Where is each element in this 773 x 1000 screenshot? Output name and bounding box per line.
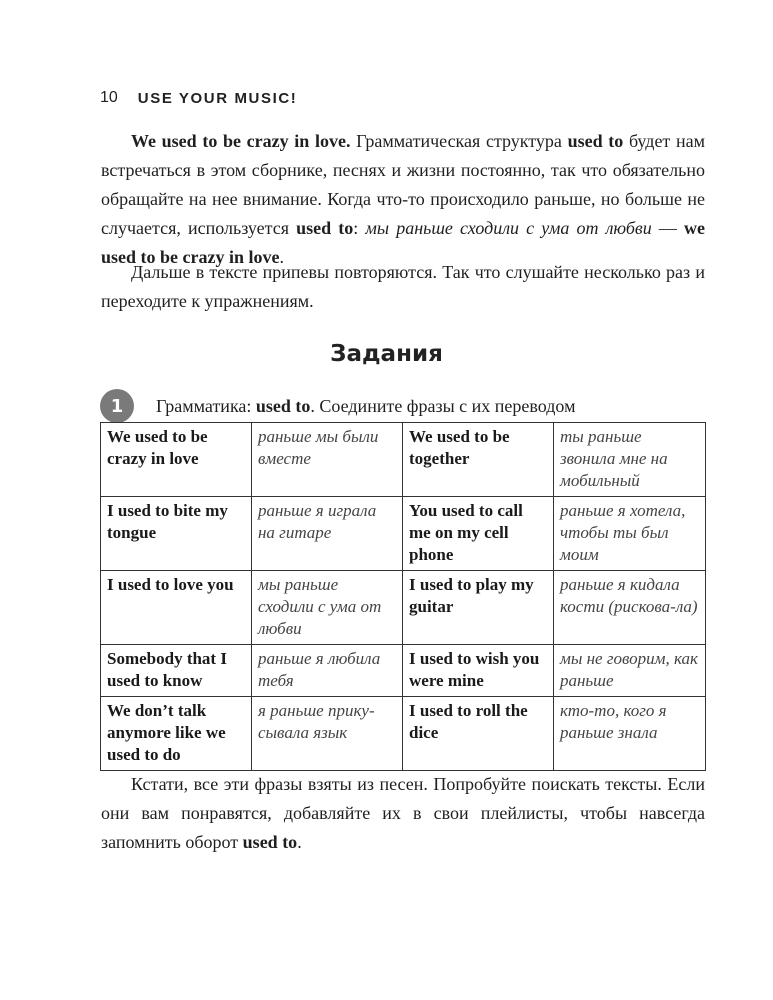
english-phrase-cell: I used to play my guitar — [403, 571, 554, 645]
russian-translation-cell: ты раньше звонила мне на мобильный — [554, 423, 706, 497]
russian-translation-cell: мы раньше сходили с ума от любви — [252, 571, 403, 645]
table-row — [101, 697, 706, 771]
page-number: 10 — [100, 89, 118, 106]
keyword: used to — [242, 832, 298, 852]
english-phrase-cell: Somebody that I used to know — [101, 645, 252, 697]
russian-translation-cell: раньше мы были вместе — [252, 423, 403, 497]
section-title: Задания — [330, 341, 443, 367]
lyric-phrase: we used to be crazy in love — [101, 218, 705, 267]
intro-paragraph: We used to be crazy in love. Грамматическая структура used to будет нам встречаться в этом сборнике, песнях и жизни постоянно, так что обязательно обращайте на нее внимание. Когда что-то происходило раньше, но больше не случается, используется used to: мы раньше сходили с ума от любви — we used to be crazy in love. — [101, 131, 705, 267]
keyword: used to — [296, 218, 354, 238]
lyric-phrase: We used to be crazy in love. — [131, 131, 351, 151]
table-row — [101, 423, 706, 497]
english-phrase-cell: We used to be crazy in love — [101, 423, 252, 497]
russian-translation-cell: раньше я кидала кости (рискова-ла) — [554, 571, 706, 645]
table-row — [101, 571, 706, 645]
english-phrase-cell: I used to love you — [101, 571, 252, 645]
translation: мы раньше сходили с ума от любви — [365, 218, 652, 238]
keyword: used to — [567, 131, 624, 151]
english-phrase-cell: You used to call me on my cell phone — [403, 497, 554, 571]
russian-translation-cell: кто-то, кого я раньше знала — [554, 697, 706, 771]
table-row — [101, 645, 706, 697]
closing-paragraph: Кстати, все эти фразы взяты из песен. Попробуйте поискать тексты. Если они вам понравятся, добавляйте их в свои плейлисты, чтобы навсегда запомнить оборот used to. — [101, 774, 705, 852]
russian-translation-cell: раньше я любила тебя — [252, 645, 403, 697]
english-phrase-cell: We don’t talk anymore like we used to do — [101, 697, 252, 771]
chorus-paragraph: Дальше в тексте припевы повторяются. Так что слушайте несколько раз и переходите к упражнениям. — [101, 262, 705, 311]
running-head — [100, 86, 297, 110]
russian-translation-cell: раньше я играла на гитаре — [252, 497, 403, 571]
russian-translation-cell: мы не говорим, как раньше — [554, 645, 706, 697]
russian-translation-cell: раньше я хотела, чтобы ты был моим — [554, 497, 706, 571]
english-phrase-cell: We used to be together — [403, 423, 554, 497]
table-row — [101, 497, 706, 571]
task-number-badge: 1 — [100, 389, 134, 423]
task-instruction: Грамматика: used to. Соедините фразы с их переводом — [156, 395, 576, 416]
phrase-matching-table — [100, 422, 706, 771]
keyword: used to — [255, 395, 311, 416]
task-heading — [100, 389, 575, 423]
running-title: USE YOUR MUSIC! — [137, 89, 298, 107]
english-phrase-cell: I used to wish you were mine — [403, 645, 554, 697]
english-phrase-cell: I used to bite my tongue — [101, 497, 252, 571]
russian-translation-cell: я раньше прику-сывала язык — [252, 697, 403, 771]
english-phrase-cell: I used to roll the dice — [403, 697, 554, 771]
